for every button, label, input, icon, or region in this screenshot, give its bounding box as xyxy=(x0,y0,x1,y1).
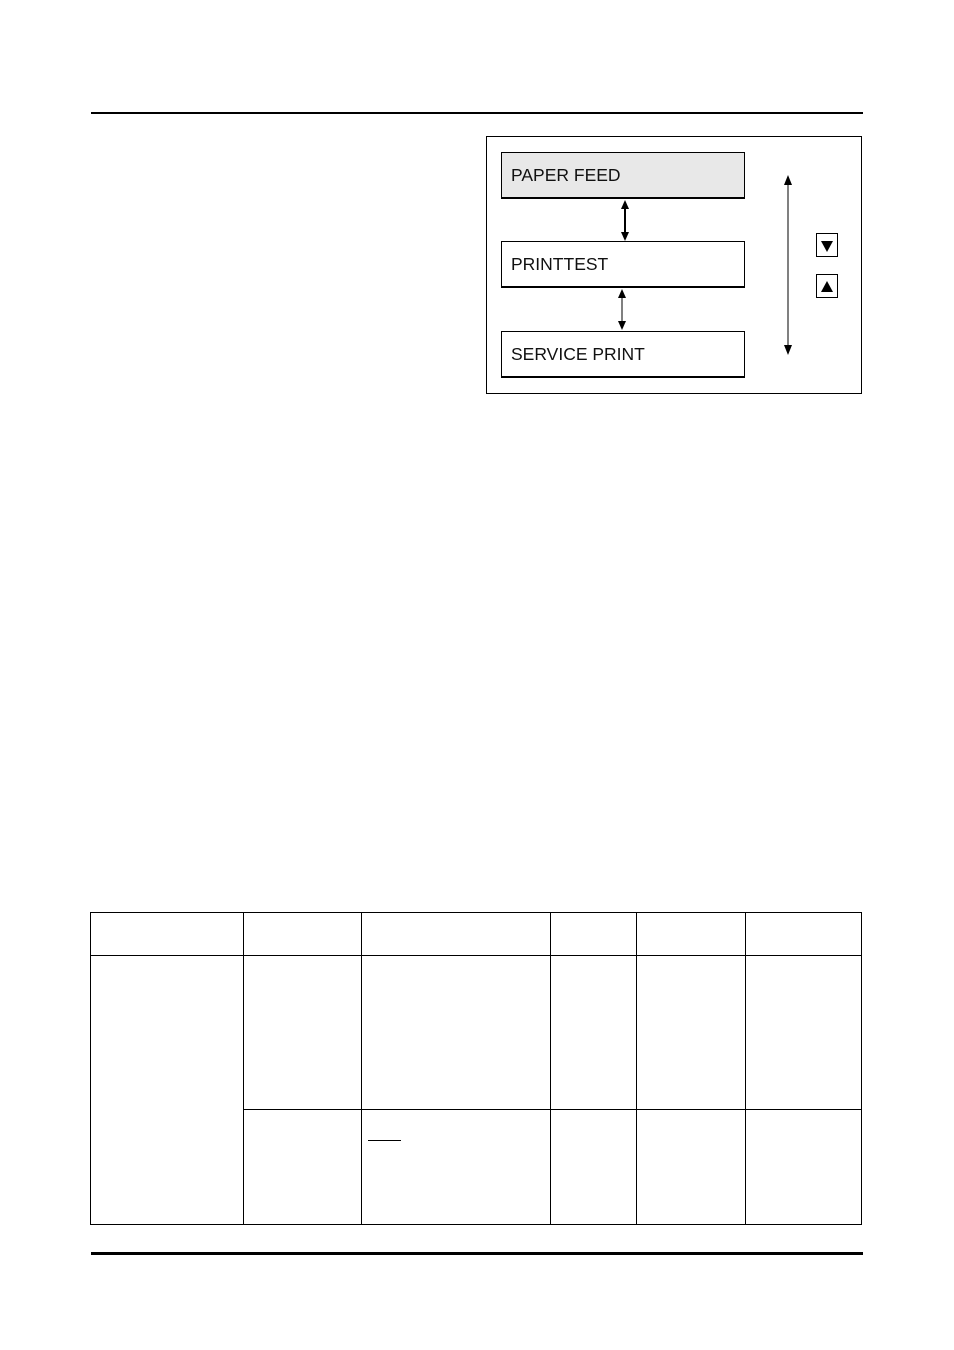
table-column-divider xyxy=(636,913,637,1224)
table-column-divider xyxy=(361,913,362,1224)
menu-navigation-diagram xyxy=(486,136,862,394)
table-row-divider xyxy=(243,1109,861,1110)
table-header-cell xyxy=(637,913,745,955)
menu-item-paper-feed: PAPER FEED xyxy=(501,152,745,199)
table-header-cell xyxy=(244,913,361,955)
table-header-divider xyxy=(91,955,861,956)
header-rule xyxy=(91,112,863,114)
data-table xyxy=(90,912,862,1225)
table-header-cell xyxy=(551,913,636,955)
table-header-cell xyxy=(746,913,861,955)
footer-rule xyxy=(91,1252,863,1255)
table-column-divider xyxy=(243,913,244,1224)
scroll-range-arrow-icon xyxy=(784,175,792,355)
down-arrow-key-icon xyxy=(816,233,838,257)
underline-mark xyxy=(368,1140,401,1141)
table-header-cell xyxy=(91,913,243,955)
menu-item-printtest: PRINTTEST xyxy=(501,241,745,288)
table-column-divider xyxy=(550,913,551,1224)
table-header-cell xyxy=(362,913,550,955)
up-arrow-key-icon xyxy=(816,274,838,298)
menu-item-service-print: SERVICE PRINT xyxy=(501,331,745,378)
double-arrow-icon xyxy=(621,200,629,241)
double-arrow-icon xyxy=(618,289,626,330)
table-column-divider xyxy=(745,913,746,1224)
